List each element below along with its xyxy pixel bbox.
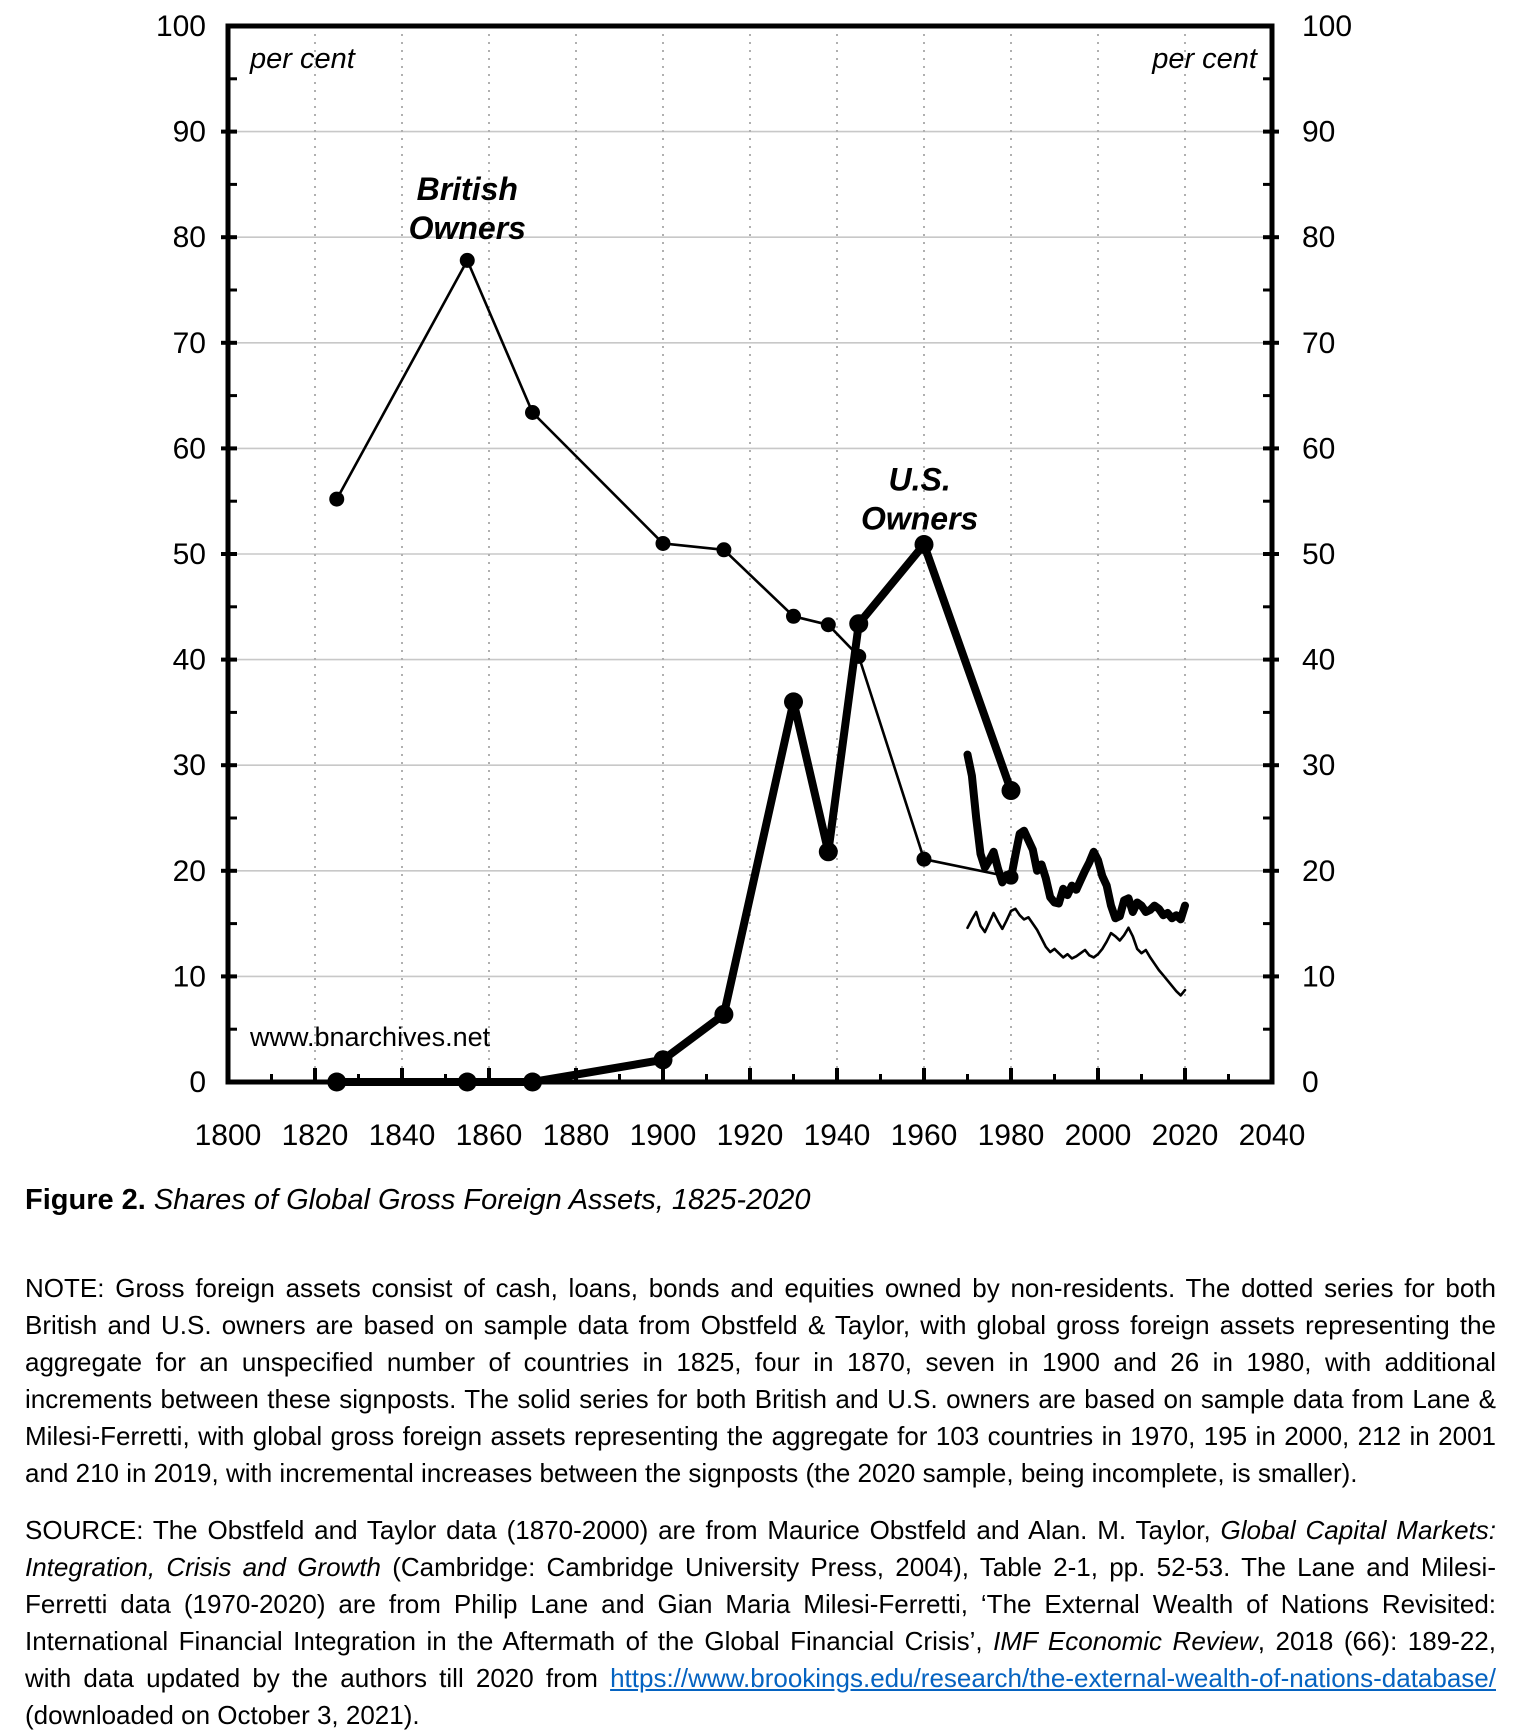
y-axis-label-left: 50 (172, 538, 206, 571)
series-british-dotted-marker (716, 542, 731, 557)
x-axis-label: 1900 (629, 1119, 697, 1152)
y-axis-label-right: 70 (1302, 326, 1336, 360)
series-us-dotted-marker (523, 1073, 542, 1092)
x-axis-label: 1880 (542, 1119, 610, 1152)
y-axis-label-left: 0 (189, 1066, 206, 1099)
watermark: www.bnarchives.net (250, 1022, 491, 1052)
x-axis-label: 1840 (368, 1119, 436, 1152)
y-axis-label-right: 50 (1302, 538, 1336, 571)
text-segment: Figure 2. (25, 1184, 146, 1216)
y-axis-label-left: 80 (172, 221, 206, 255)
y-axis-label-left: 90 (172, 115, 206, 149)
x-axis-label: 1920 (716, 1119, 784, 1152)
text-segment: (downloaded on October 3, 2021). (25, 1700, 420, 1730)
series-british-dotted-line (337, 260, 1011, 877)
unit-label-left: per cent (250, 43, 355, 75)
series-british-solid-line (968, 909, 1186, 996)
text-segment: Global Capital Markets: Integration, Crisis and Growth (25, 1515, 1496, 1582)
x-axis-label: 2020 (1151, 1119, 1219, 1152)
text-segment: NOTE: Gross foreign assets consist of cash, loans, bonds and equities owned by non-residents. The dotted series for both British and U.S. owners are based on sample data from Obstfeld & Taylor, with global gross foreign assets representing the aggregate for an unspecified number of countries in 1825, four in 1870, seven in 1900 and 26 in 1980, with additional increments between these signposts. The solid series for both British and U.S. owners are based on sample data from Lane & Milesi-Ferretti, with global gross foreign assets representing the aggregate for 103 countries in 1970, 195 in 2000, 212 in 2001 and 210 in 2019, with incremental increases between the signposts (the 2020 sample, being incomplete, is smaller). (25, 1273, 1496, 1488)
y-axis-label-right: 60 (1302, 432, 1336, 466)
y-axis-label-left: 10 (172, 960, 206, 994)
x-axis-label: 1820 (281, 1119, 349, 1152)
series-us-solid-line (968, 755, 1186, 920)
y-axis-label-left: 60 (172, 432, 206, 466)
series-us-dotted-marker (327, 1073, 346, 1092)
y-axis-label-left: 100 (155, 10, 206, 43)
y-axis-label-left: 20 (172, 854, 206, 888)
series-us-dotted-marker (714, 1005, 733, 1024)
text-segment: SOURCE: The Obstfeld and Taylor data (1870-2000) are from Maurice Obstfeld and Alan. M. Taylor, (25, 1515, 1221, 1545)
x-axis-label: 1960 (890, 1119, 958, 1152)
us-owners-label: U.S. Owners (860, 461, 979, 537)
x-axis-label: 1800 (194, 1119, 262, 1152)
british-owners-label: British Owners (408, 171, 526, 247)
series-british-dotted-marker (460, 253, 475, 268)
unit-label-right: per cent (1152, 43, 1257, 75)
series-us-dotted-marker (819, 842, 838, 861)
text-segment: , 2018 (66): 189-22, with data updated by the authors till 2020 from (25, 1626, 1496, 1693)
source-paragraph (25, 1512, 1496, 1732)
series-us-dotted-marker (654, 1050, 673, 1069)
y-axis-label-right: 100 (1302, 10, 1353, 43)
series-british-dotted-marker (917, 852, 932, 867)
figure-caption (25, 1184, 1496, 1217)
y-axis-label-left: 30 (172, 749, 206, 783)
x-axis-label: 1980 (977, 1119, 1045, 1152)
series-us-dotted-marker (849, 614, 868, 633)
x-axis-label: 1940 (803, 1119, 871, 1152)
y-axis-label-right: 80 (1302, 221, 1336, 255)
y-axis-label-right: 20 (1302, 854, 1336, 888)
series-british-dotted-marker (329, 492, 344, 507)
text-segment: (Cambridge: Cambridge University Press, 2004), Table 2-1, pp. 52-53. The Lane and Milesi-Ferretti data (1970-2020) are from Philip Lane and Gian Maria Milesi-Ferretti, ‘The External Wealth of Nations Revisited: International Financial Integration in the Aftermath of the Global Financial Crisis’, (25, 1552, 1496, 1656)
source-link[interactable]: https://www.brookings.edu/research/the-external-wealth-of-nations-database/ (610, 1663, 1496, 1693)
series-us-dotted-marker (784, 692, 803, 711)
y-axis-label-left: 40 (172, 643, 206, 677)
series-british-dotted-marker (525, 405, 540, 420)
y-axis-label-left: 70 (172, 326, 206, 360)
x-axis-label: 2040 (1238, 1119, 1306, 1152)
series-british-dotted-marker (821, 617, 836, 632)
series-british-dotted-marker (786, 609, 801, 624)
y-axis-label-right: 10 (1302, 960, 1336, 994)
text-segment: IMF Economic Review (993, 1626, 1258, 1656)
y-axis-label-right: 30 (1302, 749, 1336, 783)
series-british-dotted-marker (656, 536, 671, 551)
series-us-dotted-marker (915, 535, 934, 554)
y-axis-label-right: 0 (1302, 1066, 1319, 1099)
note-paragraph (25, 1270, 1496, 1492)
series-us-dotted-marker (458, 1073, 477, 1092)
x-axis-label: 2000 (1064, 1119, 1132, 1152)
text-segment: Shares of Global Gross Foreign Assets, 1825-2020 (145, 1184, 811, 1216)
series-us-dotted-marker (1002, 781, 1021, 800)
x-axis-label: 1860 (455, 1119, 523, 1152)
y-axis-label-right: 40 (1302, 643, 1336, 677)
y-axis-label-right: 90 (1302, 115, 1336, 149)
